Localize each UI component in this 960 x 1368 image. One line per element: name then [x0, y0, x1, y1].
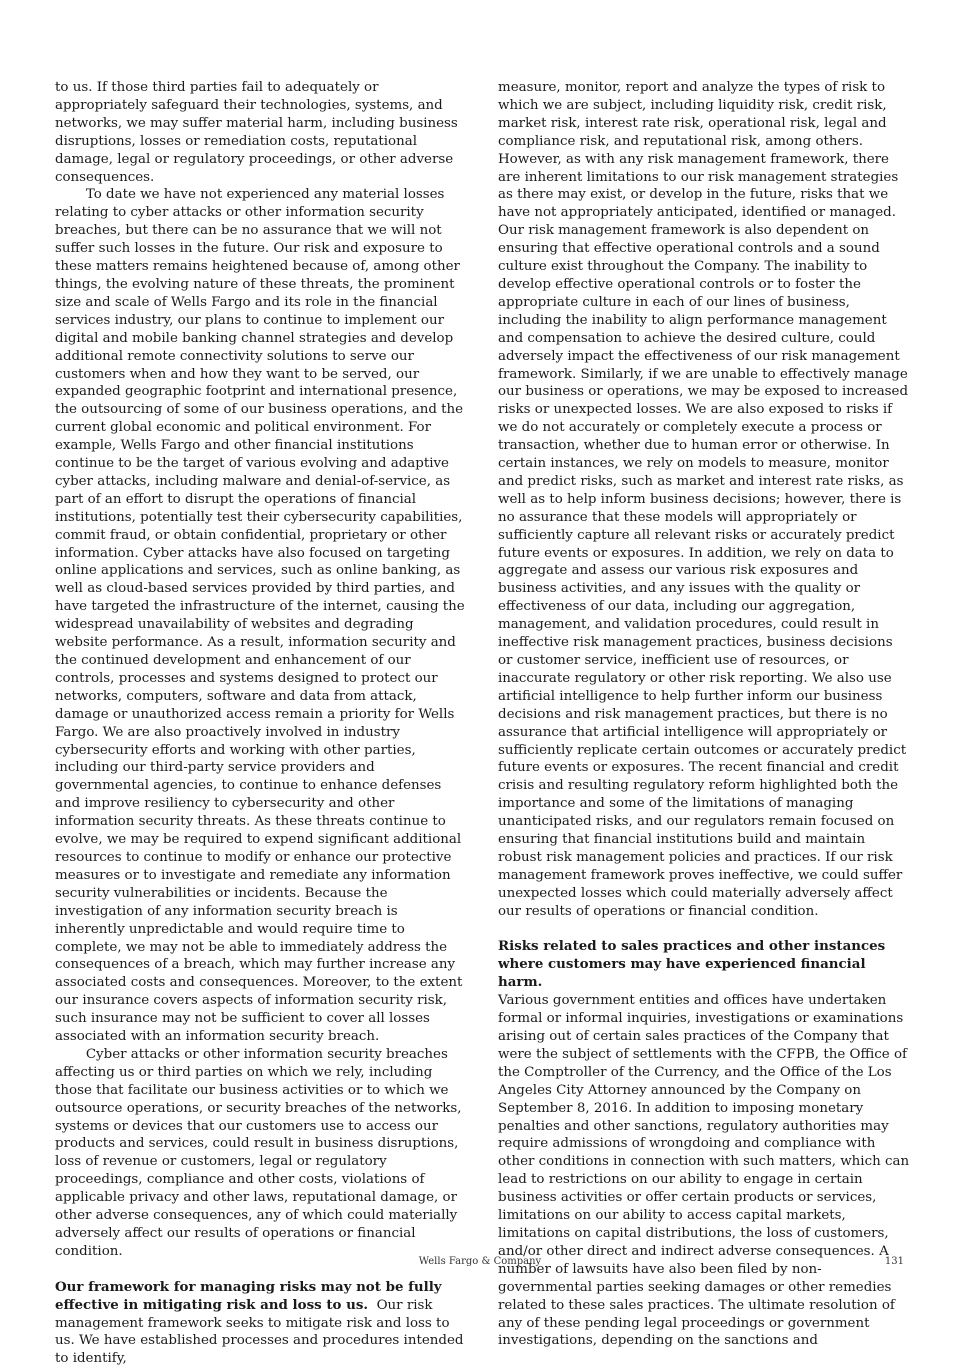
left-paragraph-1: to us. If those third parties fail to adequately or appropriately safeguard their technologies, systems, and networks, we may suffer material harm, including business disruptions, losses or remediation costs, reputational damage, legal or regulatory proceedings, or other adverse consequences.: [55, 80, 458, 185]
section-gap: [498, 921, 910, 939]
right-paragraph-2: Various government entities and offices have undertaken formal or informal inquiries, investigations or examinations arising out of certain sales practices of the Company that were the subject of settlements with the CFPB, the Office of the Comptroller of the Currency, and the Office of the Los Angeles City Attorney announced by the Company on September 8, 2016. In addition to imposing monetary penalties and other sanctions, regulatory authorities may require admissions of wrongdoing and compliance with other conditions in connection with such matters, which can lead to restrictions on our ability to engage in certain business activities or offer certain products or services, limitations on our ability to access capital markets, limitations on capital distributions, the loss of customers, and/or other direct and indirect adverse consequences. A number of lawsuits have also been filed by non-governmental parties seeking damages or other remedies related to these sales practices. The ultimate resolution of any of these pending legal proceedings or government investigations, depending on the sanctions and: [498, 993, 910, 1349]
left-column: [55, 79, 467, 1368]
right-column: [498, 79, 910, 1350]
left-paragraph-2: To date we have not experienced any material losses relating to cyber attacks or other information security breaches, but there can be no assurance that we will not suffer such losses in the future. Our risk and exposure to these matters remains heightened because of, among other things, the evolving nature of these threats, the prominent size and scale of Wells Fargo and its role in the financial services industry, our plans to continue to implement our digital and mobile banking channel strategies and develop additional remote connectivity solutions to serve our customers when and how they want to be served, our expanded geographic footprint and international presence, the outsourcing of some of our business operations, and the current global economic and political environment. For example, Wells Fargo and other financial institutions continue to be the target of various evolving and adaptive cyber attacks, including malware and denial-of-service, as part of an effort to disrupt the operations of financial institutions, potentially test their cybersecurity capabilities, commit fraud, or obtain confidential, proprietary or other information. Cyber attacks have also focused on targeting online applications and services, such as online banking, as well as cloud-based services provided by third parties, and have targeted the infrastructure of the internet, causing the widespread unavailability of websites and degrading website performance. As a result, information security and the continued development and enhancement of our controls, processes and systems designed to protect our networks, computers, software and data from attack, damage or unauthorized access remain a priority for Wells Fargo. We are also proactively involved in industry cybersecurity efforts and working with other parties, including our third-party service providers and governmental agencies, to continue to enhance defenses and improve resiliency to cybersecurity and other information security threats. As these threats continue to evolve, we may be required to expend significant additional resources to continue to modify or enhance our protective measures or to investigate and remediate any information security vulnerabilities or incidents. Because the investigation of any information security breach is inherently unpredictable and would require time to complete, we may not be able to immediately address the consequences of a breach, which may further increase any associated costs and consequences. Moreover, to the extent our insurance covers aspects of information security risk, such insurance may not be sufficient to cover all losses associated with an information security breach.: [55, 187, 465, 1045]
left-section: [55, 1279, 467, 1368]
right-paragraph-1: measure, monitor, report and analyze the types of risk to which we are subject, including liquidity risk, credit risk, market risk, interest rate risk, operational risk, legal and compliance risk, and reputational risk, among others. However, as with any risk management framework, there are inherent limitations to our risk management strategies as there may exist, or develop in the future, risks that we have not appropriately anticipated, identified or managed. Our risk management framework is also dependent on ensuring that effective operational controls and a sound culture exist throughout the Company. The inability to develop effective operational controls or to foster the appropriate culture in each of our lines of business, including the inability to align performance management and compensation to achieve the desired culture, could adversely impact the effectiveness of our risk management framework. Similarly, if we are unable to effectively manage our business or operations, we may be exposed to increased risks or unexpected losses. We are also exposed to risks if we do not accurately or completely execute a process or transaction, whether due to human error or otherwise. In certain instances, we rely on models to measure, monitor and predict risks, such as market and interest rate risks, as well as to help inform business decisions; however, there is no assurance that these models will appropriately or sufficiently capture all relevant risks or accurately predict future events or exposures. In addition, we rely on data to aggregate and assess our various risk exposures and business activities, and any issues with the quality or effectiveness of our data, including our aggregation, management, and validation procedures, could result in ineffective risk management practices, business decisions or customer service, inefficient use of resources, or inaccurate regulatory or other risk reporting. We also use artificial intelligence to help further inform our business decisions and risk management practices, but there is no assurance that artificial intelligence will appropriately or sufficiently replicate certain outcomes or accurately predict future events or exposures. The recent financial and credit crisis and resulting regulatory reform highlighted both the importance and some of the limitations of managing unanticipated risks, and our regulators remain focused on ensuring that financial institutions build and maintain robust risk management policies and practices. If our risk management framework proves ineffective, we could suffer unexpected losses which could materially adversely affect our results of operations or financial condition.: [498, 80, 909, 919]
footer-company-name: Wells Fargo & Company: [418, 1256, 542, 1267]
left-paragraph-4: Our risk management framework seeks to mitigate risk and loss to us. We have established processes and procedures intended to identify,: [55, 1297, 464, 1367]
left-paragraph-3: Cyber attacks or other information security breaches affecting us or third parties on which we rely, including those that facilitate our business activities or to which we outsource operations, or security breaches of the networks, systems or devices that our customers use to access our products and services, could result in business disruptions, loss of revenue or customers, legal or regulatory proceedings, compliance and other costs, violations of applicable privacy and other laws, reputational damage, or other adverse consequences, any of which could materially adversely affect our results of operations or financial condition.: [55, 1046, 462, 1259]
section-heading-sales-practices: Risks related to sales practices and other instances where customers may have experienced financial harm.: [498, 938, 886, 991]
page-number: 131: [884, 1256, 904, 1267]
section-heading-risk-framework: Our framework for managing risks may not be fully effective in mitigating risk and loss to us.: [55, 1278, 442, 1313]
